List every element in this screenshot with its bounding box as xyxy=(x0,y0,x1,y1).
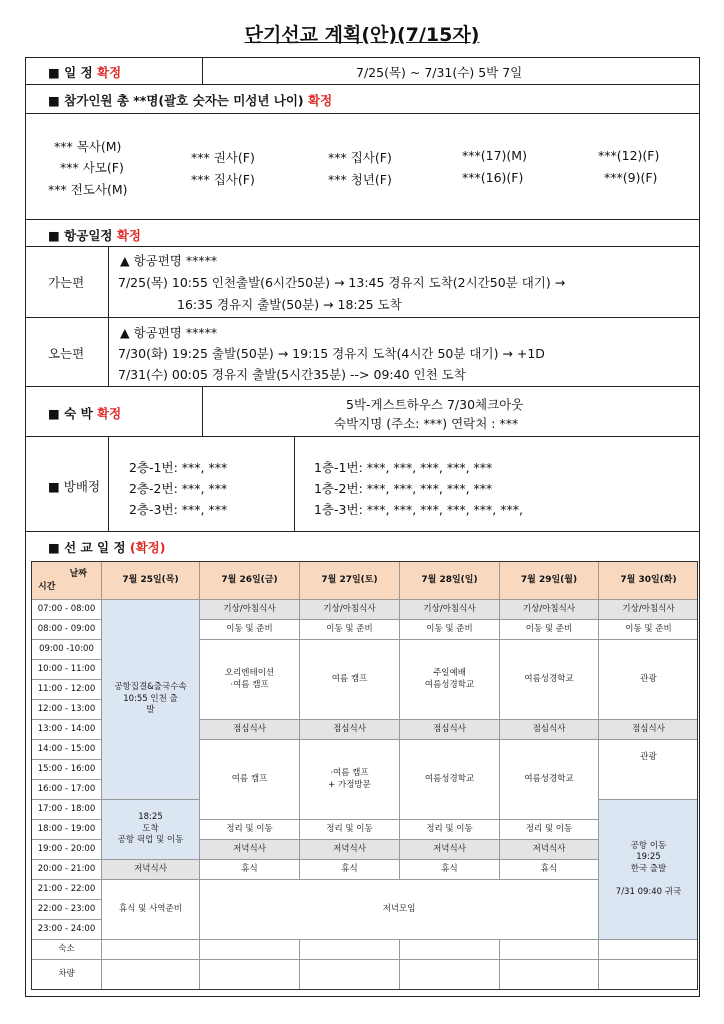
cleanup-move-cell: 정리 및 이동 xyxy=(200,820,300,840)
room-assignment: 1층-2번: ***, ***, ***, ***, *** xyxy=(314,481,493,496)
schedule-dates: 7/25(목) ~ 7/31(수) 5박 7일 xyxy=(356,65,523,80)
day1-arrival-pickup: 18:25 도착 공항 픽업 및 이동 xyxy=(102,800,200,860)
time-slot: 18:00 - 19:00 xyxy=(32,820,102,840)
inbound-line: 7/30(화) 19:25 출발(50분) → 19:15 경유지 도착(4시간 50분 대기) → +1D xyxy=(118,346,545,361)
participant: *** 전도사(M) xyxy=(48,182,128,197)
day1-airport-departure: 공항집결&출국수속 10:55 인천 출 발 xyxy=(102,600,200,800)
time-slot: 13:00 - 14:00 xyxy=(32,720,102,740)
day-header: 7월 29일(월) xyxy=(500,562,599,600)
dinner-cell: 저녁식사 xyxy=(400,840,500,860)
participant: ***(9)(F) xyxy=(604,170,658,185)
participant: *** 청년(F) xyxy=(328,172,392,187)
evening-meeting-cell: 저녁모임 xyxy=(200,880,599,940)
outbound-line: ▲ 항공편명 ***** xyxy=(120,253,218,268)
move-prep-cell: 이동 및 준비 xyxy=(599,620,698,640)
day4-afternoon: 여름성경학교 xyxy=(400,740,500,820)
page-title: 단기선교 계획(안)(7/15자) xyxy=(244,24,480,46)
day2-afternoon: 여름 캠프 xyxy=(200,740,300,820)
vehicle-cell xyxy=(200,960,300,990)
day6-afternoon: 관광 xyxy=(599,740,698,800)
inbound-line: 7/31(수) 00:05 경유지 출발(5시간35분) --> 09:40 인천 도착 xyxy=(118,367,466,382)
lodging-line: 5박-게스트하우스 7/30체크아웃 xyxy=(346,397,524,412)
participant: *** 목사(M) xyxy=(54,139,122,154)
day-header: 7월 28일(일) xyxy=(400,562,500,600)
room-assignment: 2층-3번: ***, *** xyxy=(129,502,228,517)
vehicle-row-label: 차량 xyxy=(32,960,102,990)
participant: *** 사모(F) xyxy=(60,160,124,175)
move-prep-cell: 이동 및 준비 xyxy=(200,620,300,640)
inbound-label: 오는편 xyxy=(48,346,85,361)
lodging-status: 확정 xyxy=(97,406,122,421)
lunch-cell: 점심식사 xyxy=(200,720,300,740)
cleanup-move-cell: 정리 및 이동 xyxy=(400,820,500,840)
lodging-row-label: 숙소 xyxy=(32,940,102,960)
lodging-cell xyxy=(599,940,698,960)
dinner-cell: 저녁식사 xyxy=(500,840,599,860)
lodging-cell xyxy=(300,940,400,960)
corner-time-label: 시간 xyxy=(38,581,56,592)
move-prep-cell: 이동 및 준비 xyxy=(400,620,500,640)
day5-morning: 여름성경학교 xyxy=(500,640,599,720)
participants-section: ■ 참가인원 총 **명(괄호 숫자는 미성년 나이) 확정 *** 목사(M) *** 사모(F) *** 전도사(M) *** 권사(F) *** 집사(F) *** 집사(F) *** 청년(F) ***(17)(M) ***(16)(F) ***(12)(F) ***(9)(F) xyxy=(25,84,700,220)
mission-status: (확정) xyxy=(129,540,166,555)
day6-airport-departure: 공항 이동 19:25 한국 출발 7/31 09:40 귀국 xyxy=(599,800,698,940)
dinner-cell: 저녁식사 xyxy=(200,840,300,860)
outbound-line: 16:35 경유지 출발(50분) → 18:25 도착 xyxy=(177,297,402,312)
cleanup-move-cell: 정리 및 이동 xyxy=(500,820,599,840)
day-header: 7월 25일(목) xyxy=(102,562,200,600)
move-prep-cell: 이동 및 준비 xyxy=(500,620,599,640)
wake-breakfast-cell: 기상/아침식사 xyxy=(599,600,698,620)
day-header: 7월 27일(토) xyxy=(300,562,400,600)
wake-breakfast-cell: 기상/아침식사 xyxy=(400,600,500,620)
participant: ***(17)(M) xyxy=(462,148,527,163)
outbound-label: 가는편 xyxy=(48,275,85,290)
participant: *** 집사(F) xyxy=(191,172,255,187)
rooms-label: 방배정 xyxy=(63,479,101,494)
rest-cell: 휴식 xyxy=(400,860,500,880)
lodging-cell xyxy=(200,940,300,960)
lodging-cell xyxy=(102,940,200,960)
lodging-line: 숙박지명 (주소: ***) 연락처 : *** xyxy=(334,416,519,431)
rest-cell: 휴식 xyxy=(300,860,400,880)
rooms-section: ■ 방배정 2층-1번: ***, *** 2층-2번: ***, *** 2층-3번: ***, *** 1층-1번: ***, ***, ***, ***, *** 1층-2번: ***, ***, ***, ***, *** 1층-3번: ***, ***, ***, ***, ***, ***, xyxy=(25,436,700,532)
rest-cell: 휴식 xyxy=(500,860,599,880)
vehicle-cell xyxy=(599,960,698,990)
day-header: 7월 30일(화) xyxy=(599,562,698,600)
schedule-label: 일 정 xyxy=(64,65,93,80)
lunch-cell: 점심식사 xyxy=(300,720,400,740)
vehicle-cell xyxy=(400,960,500,990)
time-slot: 16:00 - 17:00 xyxy=(32,780,102,800)
participants-label: 참가인원 총 **명(괄호 숫자는 미성년 나이) xyxy=(64,93,304,108)
time-slot: 08:00 - 09:00 xyxy=(32,620,102,640)
time-slot: 15:00 - 16:00 xyxy=(32,760,102,780)
time-slot: 19:00 - 20:00 xyxy=(32,840,102,860)
time-slot: 22:00 - 23:00 xyxy=(32,900,102,920)
vehicle-cell xyxy=(102,960,200,990)
time-slot: 12:00 - 13:00 xyxy=(32,700,102,720)
day5-afternoon: 여름성경학교 xyxy=(500,740,599,820)
inbound-line: ▲ 항공편명 ***** xyxy=(120,325,218,340)
participant: *** 집사(F) xyxy=(328,150,392,165)
schedule-summary-row: ■ 일 정 확정 7/25(목) ~ 7/31(수) 5박 7일 xyxy=(25,57,700,85)
room-assignment: 2층-1번: ***, *** xyxy=(129,460,228,475)
dinner-cell: 저녁식사 xyxy=(300,840,400,860)
flight-section: ■ 항공일정 확정 가는편 ▲ 항공편명 ***** 7/25(목) 10:55 인천출발(6시간50분) → 13:45 경유지 도착(2시간50분 대기) → 16:35 경유지 출발(50분) → 18:25 도착 오는편 ▲ 항공편명 ***** 7/30(화) 19:25 출발(50분) → 19:15 경유지 도착(4시간 50분 대기) → +1D 7/31(수) 00:05 경유지 출발(5시간35분) --> 09:40 인천 도착 xyxy=(25,219,700,387)
time-slot: 23:00 - 24:00 xyxy=(32,920,102,940)
participant: ***(16)(F) xyxy=(462,170,524,185)
vehicle-cell xyxy=(500,960,599,990)
day6-morning: 관광 xyxy=(599,640,698,720)
lodging-label: 숙 박 xyxy=(64,406,93,421)
participant: ***(12)(F) xyxy=(598,148,660,163)
schedule-status: 확정 xyxy=(97,65,122,80)
lodging-cell xyxy=(400,940,500,960)
rest-prep-cell: 휴식 및 사역준비 xyxy=(102,880,200,940)
mission-label: 선 교 일 정 xyxy=(64,540,126,555)
time-slot: 21:00 - 22:00 xyxy=(32,880,102,900)
time-slot: 07:00 - 08:00 xyxy=(32,600,102,620)
lunch-cell: 점심식사 xyxy=(500,720,599,740)
wake-breakfast-cell: 기상/아침식사 xyxy=(500,600,599,620)
table-corner xyxy=(32,562,102,600)
dinner-cell: 저녁식사 xyxy=(102,860,200,880)
flight-status: 확정 xyxy=(116,228,141,243)
wake-breakfast-cell: 기상/아침식사 xyxy=(300,600,400,620)
room-assignment: 1층-3번: ***, ***, ***, ***, ***, ***, xyxy=(314,502,523,517)
move-prep-cell: 이동 및 준비 xyxy=(300,620,400,640)
day3-afternoon: ·여름 캠프 + 가정방문 xyxy=(300,740,400,820)
day3-morning: 여름 캠프 xyxy=(300,640,400,720)
lunch-cell: 점심식사 xyxy=(599,720,698,740)
vehicle-cell xyxy=(300,960,400,990)
mission-section: ■ 선 교 일 정 (확정) xyxy=(25,531,700,997)
time-slot: 09:00 -10:00 xyxy=(32,640,102,660)
time-slot: 11:00 - 12:00 xyxy=(32,680,102,700)
lodging-cell xyxy=(500,940,599,960)
time-slot: 10:00 - 11:00 xyxy=(32,660,102,680)
flight-label: 항공일정 xyxy=(64,228,113,243)
participant: *** 권사(F) xyxy=(191,150,255,165)
rest-cell: 휴식 xyxy=(200,860,300,880)
day4-morning: 주일예배 여름성경학교 xyxy=(400,640,500,720)
room-assignment: 2층-2번: ***, *** xyxy=(129,481,228,496)
lunch-cell: 점심식사 xyxy=(400,720,500,740)
time-slot: 17:00 - 18:00 xyxy=(32,800,102,820)
time-slot: 14:00 - 15:00 xyxy=(32,740,102,760)
participants-status: 확정 xyxy=(308,93,333,108)
cleanup-move-cell: 정리 및 이동 xyxy=(300,820,400,840)
wake-breakfast-cell: 기상/아침식사 xyxy=(200,600,300,620)
day2-morning: 오리엔테이션 ·여름 캠프 xyxy=(200,640,300,720)
time-slot: 20:00 - 21:00 xyxy=(32,860,102,880)
outbound-line: 7/25(목) 10:55 인천출발(6시간50분) → 13:45 경유지 도착(2시간50분 대기) → xyxy=(118,275,566,290)
corner-date-label: 날짜 xyxy=(69,569,87,579)
mission-schedule-table xyxy=(31,561,698,990)
lodging-section: ■ 숙 박 확정 5박-게스트하우스 7/30체크아웃 숙박지명 (주소: ***) 연락처 : *** xyxy=(25,386,700,437)
day-header: 7월 26일(금) xyxy=(200,562,300,600)
room-assignment: 1층-1번: ***, ***, ***, ***, *** xyxy=(314,460,493,475)
